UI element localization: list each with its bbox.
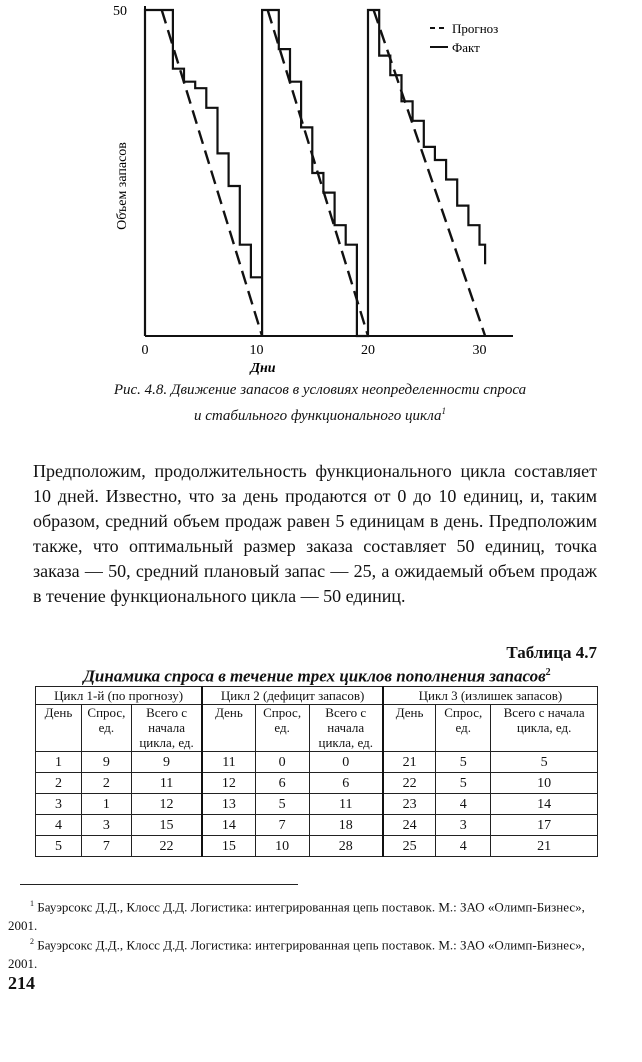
table-cell: 1 bbox=[36, 752, 82, 773]
group-cycle-1: Цикл 1-й (по прогнозу) bbox=[36, 687, 203, 705]
table-header-row bbox=[36, 705, 598, 752]
demand-table bbox=[35, 686, 598, 857]
footnote-divider bbox=[20, 884, 298, 885]
table-cell: 2 bbox=[36, 773, 82, 794]
header-day: День bbox=[202, 705, 255, 752]
footnote-1-mark: 1 bbox=[30, 899, 34, 908]
footnote-2-mark: 2 bbox=[30, 937, 34, 946]
table-cell: 28 bbox=[309, 836, 383, 857]
table-cell: 5 bbox=[36, 836, 82, 857]
header-day: День bbox=[383, 705, 436, 752]
x-tick-label: 30 bbox=[472, 343, 487, 358]
table-cell: 10 bbox=[491, 773, 598, 794]
group-cycle-3: Цикл 3 (излишек запасов) bbox=[383, 687, 598, 705]
header-demand: Спрос, ед. bbox=[436, 705, 491, 752]
table-cell: 12 bbox=[131, 794, 202, 815]
table-cell: 23 bbox=[383, 794, 436, 815]
table-cell: 22 bbox=[131, 836, 202, 857]
table-title bbox=[37, 662, 597, 688]
table-cell: 13 bbox=[202, 794, 255, 815]
table-cell: 3 bbox=[81, 815, 131, 836]
table-cell: 25 bbox=[383, 836, 436, 857]
header-demand: Спрос, ед. bbox=[81, 705, 131, 752]
header-cumulative: Всего с начала цикла, ед. bbox=[491, 705, 598, 752]
legend-label-forecast: Прогноз bbox=[452, 21, 499, 36]
table-cell: 4 bbox=[36, 815, 82, 836]
table-cell: 12 bbox=[202, 773, 255, 794]
table-cell: 11 bbox=[202, 752, 255, 773]
header-day: День bbox=[36, 705, 82, 752]
x-axis-label: Дни bbox=[250, 361, 276, 376]
footnote-1 bbox=[8, 894, 604, 935]
table-label: Таблица 4.7 bbox=[506, 643, 597, 662]
table-cell: 3 bbox=[36, 794, 82, 815]
table-cell: 18 bbox=[309, 815, 383, 836]
table-row bbox=[36, 773, 598, 794]
y-axis-label: Объем запасов bbox=[115, 142, 130, 230]
table-cell: 1 bbox=[81, 794, 131, 815]
table-row bbox=[36, 836, 598, 857]
group-cycle-2: Цикл 2 (дефицит запасов) bbox=[202, 687, 383, 705]
table-cell: 5 bbox=[491, 752, 598, 773]
actual-line bbox=[145, 10, 485, 336]
x-tick-label: 0 bbox=[141, 343, 149, 358]
table-row bbox=[36, 794, 598, 815]
x-tick-label: 20 bbox=[361, 343, 376, 358]
table-cell: 9 bbox=[131, 752, 202, 773]
table-cell: 4 bbox=[436, 836, 491, 857]
footnote-1-text: Бауэрсокс Д.Д., Клосс Д.Д. Логистика: интегрированная цепь поставок. М.: ЗАО «Олимп-Бизнес», 2001. bbox=[8, 899, 585, 934]
table-cell: 10 bbox=[255, 836, 309, 857]
header-cumulative: Всего с начала цикла, ед. bbox=[309, 705, 383, 752]
table-cell: 21 bbox=[491, 836, 598, 857]
body-paragraph: Предположим, продолжительность функционального цикла составляет 10 дней. Известно, что за день продаются от 0 до 10 единиц, и, таким образом, средний объем продаж равен 5 единицам в день. Предположим также, что оптимальный размер заказа составляет 50 единиц, точка заказа — 50, средний плановый запас — 25, а ожидаемый объем продаж в течение функционального цикла — 50 единиц. bbox=[33, 461, 597, 606]
table-cell: 2 bbox=[81, 773, 131, 794]
table-cell: 15 bbox=[131, 815, 202, 836]
table-cell: 5 bbox=[255, 794, 309, 815]
table-cell: 22 bbox=[383, 773, 436, 794]
table-cell: 7 bbox=[255, 815, 309, 836]
footnote-2-text: Бауэрсокс Д.Д., Клосс Д.Д. Логистика: интегрированная цепь поставок. М.: ЗАО «Олимп-Бизнес», 2001. bbox=[8, 937, 585, 972]
inventory-chart-svg bbox=[0, 0, 642, 380]
legend-label-actual: Факт bbox=[452, 40, 480, 55]
table-cell: 5 bbox=[436, 752, 491, 773]
caption-line-2: и стабильного функционального цикла bbox=[193, 408, 442, 424]
table-row bbox=[36, 752, 598, 773]
y-tick-label: 50 bbox=[113, 4, 127, 19]
table-row bbox=[36, 815, 598, 836]
table-cell: 4 bbox=[436, 794, 491, 815]
table-cell: 15 bbox=[202, 836, 255, 857]
table-cell: 14 bbox=[202, 815, 255, 836]
table-cell: 3 bbox=[436, 815, 491, 836]
figure-caption bbox=[40, 380, 600, 427]
footnote-2 bbox=[8, 932, 604, 973]
table-cell: 0 bbox=[255, 752, 309, 773]
table-cell: 14 bbox=[491, 794, 598, 815]
table-cell: 7 bbox=[81, 836, 131, 857]
header-demand: Спрос, ед. bbox=[255, 705, 309, 752]
caption-footnote-mark: 1 bbox=[441, 406, 447, 416]
caption-line-1: Рис. 4.8. Движение запасов в условиях неопределенности спроса bbox=[113, 382, 527, 398]
header-cumulative: Всего с начала цикла, ед. bbox=[131, 705, 202, 752]
table-cell: 11 bbox=[131, 773, 202, 794]
table-cell: 6 bbox=[255, 773, 309, 794]
table-group-row bbox=[36, 687, 598, 705]
table-cell: 11 bbox=[309, 794, 383, 815]
table-cell: 17 bbox=[491, 815, 598, 836]
x-tick-label: 10 bbox=[249, 343, 264, 358]
table-cell: 24 bbox=[383, 815, 436, 836]
table-cell: 5 bbox=[436, 773, 491, 794]
inventory-chart bbox=[0, 0, 642, 380]
table-body bbox=[36, 752, 598, 857]
table-cell: 6 bbox=[309, 773, 383, 794]
table-cell: 0 bbox=[309, 752, 383, 773]
table-title-text: Динамика спроса в течение трех циклов пополнения запасов bbox=[83, 666, 546, 686]
table-footnote-mark: 2 bbox=[545, 667, 551, 678]
table-cell: 9 bbox=[81, 752, 131, 773]
forecast-line bbox=[162, 10, 262, 336]
page-number: 214 bbox=[8, 973, 35, 993]
table-cell: 21 bbox=[383, 752, 436, 773]
